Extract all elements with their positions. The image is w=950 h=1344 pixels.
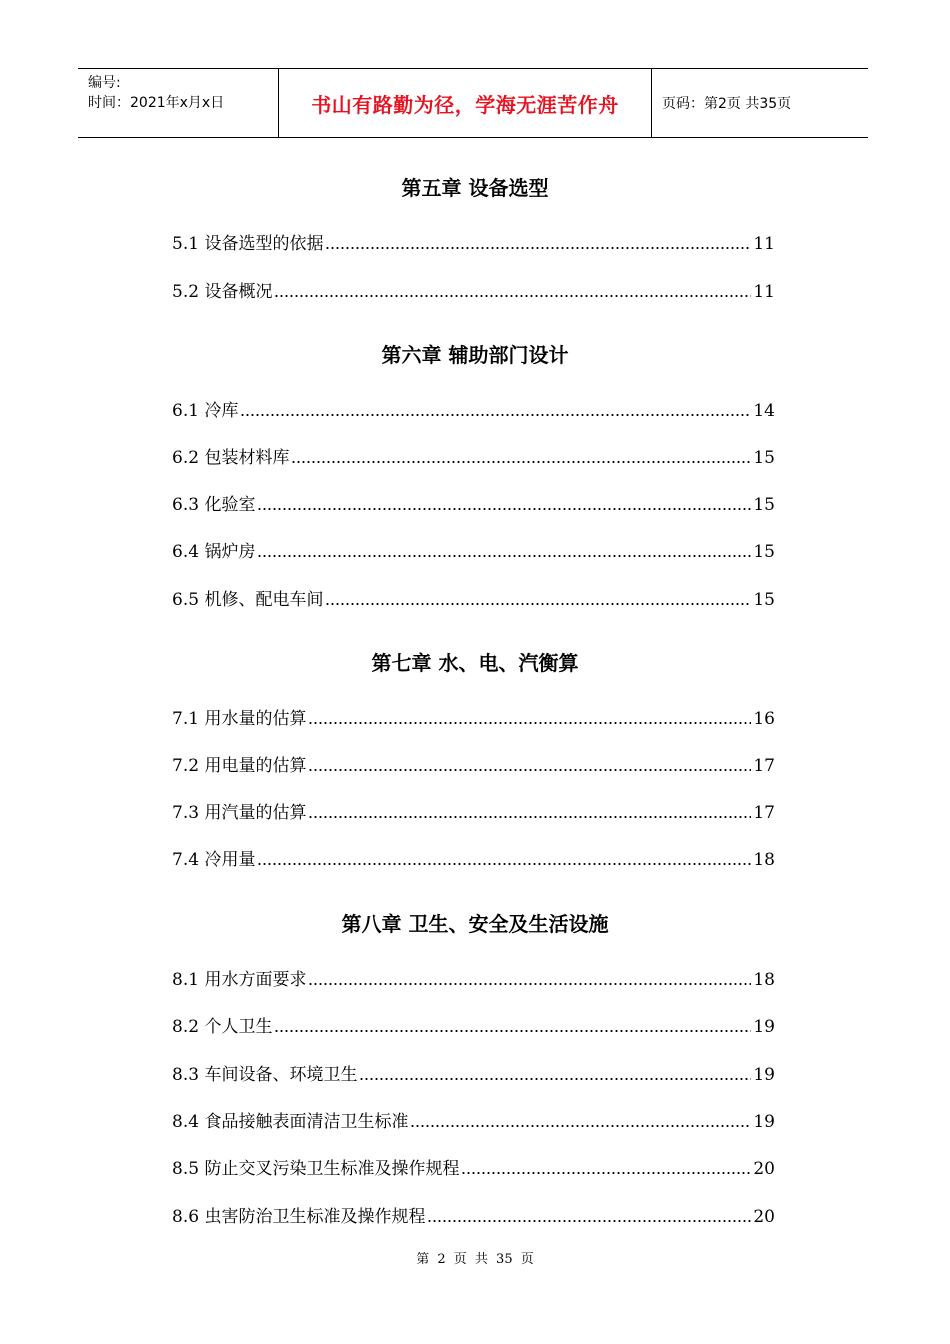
toc-entry[interactable] — [172, 1013, 775, 1037]
toc-entry-label: 5.2 设备概况 — [172, 282, 273, 302]
toc-entry-label: 6.5 机修、配电车间 — [172, 590, 324, 610]
dot-leader — [359, 1078, 751, 1080]
dot-leader — [308, 769, 751, 771]
toc-entry-page: 18 — [753, 850, 775, 870]
toc-entry-label: 8.1 用水方面要求 — [172, 970, 307, 990]
header-motto: 书山有路勤为径，学海无涯苦作舟 — [279, 69, 652, 137]
toc-entry[interactable] — [172, 1155, 775, 1179]
toc-entry-page: 15 — [753, 542, 775, 562]
toc-entry-label: 7.2 用电量的估算 — [172, 756, 307, 776]
toc-entry-label: 8.6 虫害防治卫生标准及操作规程 — [172, 1207, 426, 1227]
dot-leader — [410, 1125, 751, 1127]
toc-entry-page: 20 — [753, 1159, 775, 1179]
dot-leader — [308, 816, 751, 818]
toc-entry[interactable] — [172, 1108, 775, 1132]
toc-entry-page: 19 — [753, 1065, 775, 1085]
toc-entry-label: 6.3 化验室 — [172, 495, 256, 515]
toc-entry[interactable] — [172, 705, 775, 729]
toc-entry-page: 15 — [753, 448, 775, 468]
toc-entry-page: 15 — [753, 495, 775, 515]
toc-entry-page: 19 — [753, 1017, 775, 1037]
dot-leader — [427, 1220, 751, 1222]
dot-leader — [308, 983, 751, 985]
toc-entry[interactable] — [172, 966, 775, 990]
number-label: 编号: — [88, 75, 121, 91]
dot-leader — [240, 414, 751, 416]
toc-entry-label: 7.3 用汽量的估算 — [172, 803, 307, 823]
toc-entry-label: 5.1 设备选型的依据 — [172, 234, 324, 254]
dot-leader — [308, 722, 751, 724]
toc-entry-label: 6.4 锅炉房 — [172, 542, 256, 562]
chapter-title: 第七章 水、电、汽衡算 — [371, 651, 579, 675]
toc-entry-label: 8.3 车间设备、环境卫生 — [172, 1065, 358, 1085]
chapter-title: 第八章 卫生、安全及生活设施 — [341, 912, 609, 936]
toc-entry-page: 19 — [753, 1112, 775, 1132]
toc-entry-label: 7.1 用水量的估算 — [172, 709, 307, 729]
dot-leader — [461, 1172, 751, 1174]
page-footer: 第 2 页 共 35 页 — [416, 1252, 534, 1267]
toc-entry-label: 8.4 食品接触表面清洁卫生标准 — [172, 1112, 409, 1132]
toc-entry-label: 7.4 冷用量 — [172, 850, 256, 870]
dot-leader — [291, 461, 751, 463]
page-header — [78, 68, 868, 138]
dot-leader — [274, 1030, 751, 1032]
toc-entry[interactable] — [172, 846, 775, 870]
dot-leader — [274, 295, 751, 297]
toc-entry-page: 14 — [753, 401, 775, 421]
dot-leader — [257, 508, 751, 510]
toc-entry-page: 11 — [753, 282, 775, 302]
toc-entry[interactable] — [172, 230, 775, 254]
toc-entry-page: 20 — [753, 1207, 775, 1227]
toc-entry-label: 8.5 防止交叉污染卫生标准及操作规程 — [172, 1159, 460, 1179]
toc-entry[interactable] — [172, 397, 775, 421]
toc-entry[interactable] — [172, 1061, 775, 1085]
toc-entry-page: 11 — [753, 234, 775, 254]
dot-leader — [325, 247, 751, 249]
toc-entry-page: 18 — [753, 970, 775, 990]
chapter-title: 第五章 设备选型 — [401, 176, 549, 200]
time-label: 时间：2021年x月x日 — [88, 95, 225, 111]
dot-leader — [257, 555, 751, 557]
header-page-info: 页码：第2页 共35页 — [662, 96, 792, 112]
toc-entry[interactable] — [172, 278, 775, 302]
dot-leader — [257, 863, 751, 865]
dot-leader — [325, 603, 751, 605]
toc-entry[interactable] — [172, 752, 775, 776]
toc-entry-page: 16 — [753, 709, 775, 729]
header-meta — [78, 69, 279, 137]
chapter-title: 第六章 辅助部门设计 — [381, 343, 569, 367]
toc-entry-page: 17 — [753, 803, 775, 823]
toc-entry-page: 17 — [753, 756, 775, 776]
toc-entry-label: 8.2 个人卫生 — [172, 1017, 273, 1037]
toc-entry[interactable] — [172, 586, 775, 610]
toc-entry-label: 6.1 冷库 — [172, 401, 239, 421]
toc-entry-label: 6.2 包装材料库 — [172, 448, 290, 468]
toc-entry[interactable] — [172, 799, 775, 823]
toc-entry[interactable] — [172, 491, 775, 515]
toc-entry[interactable] — [172, 1203, 775, 1227]
toc-entry[interactable] — [172, 444, 775, 468]
toc-entry-page: 15 — [753, 590, 775, 610]
toc-entry[interactable] — [172, 538, 775, 562]
